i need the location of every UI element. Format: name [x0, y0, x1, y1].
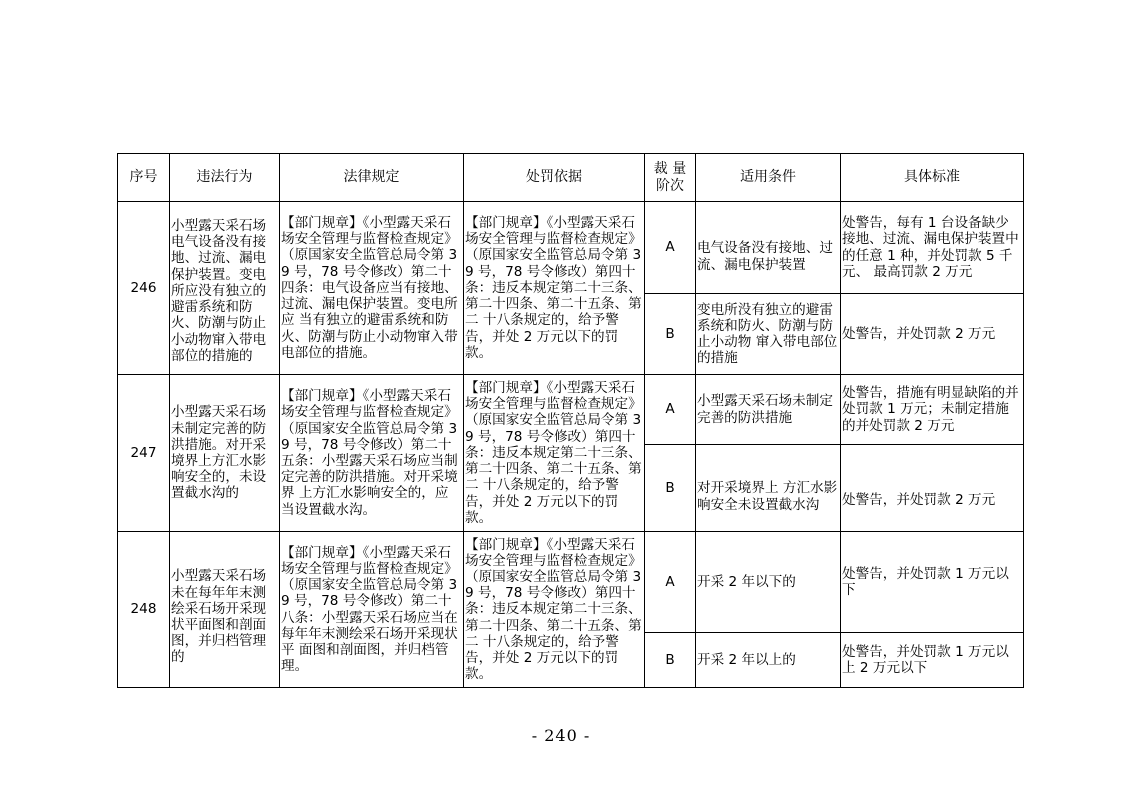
level-cell: A: [645, 375, 696, 445]
level-cell: A: [645, 202, 696, 294]
condition-cell: 对开采境界上 方汇水影响安全未设置截水沟: [696, 445, 841, 532]
standard-cell: 处警告，措施有明显缺陷的并处罚款 1 万元；未制定措施的并处罚款 2 万元: [841, 375, 1024, 445]
header-legal-provision: 法律规定: [280, 154, 464, 202]
standard-cell: 处警告，并处罚款 1 万元以上 2 万元以下: [841, 633, 1024, 688]
level-cell: B: [645, 294, 696, 375]
condition-cell: 开采 2 年以下的: [696, 532, 841, 633]
basis-cell: 【部门规章】《小型露天采石场安全管理与监督检查规定》（原国家安全监管总局令第 39 号，78 号令修改）第四十条：违反本规定第二十三条、第二十四条、第二十五条、第二 十八条规定的，给予警告，并处 2 万元以下的罚款。: [464, 532, 645, 688]
standard-cell: 处警告，并处罚款 2 万元: [841, 445, 1024, 532]
table-row: [118, 532, 1024, 633]
violation-cell: 小型露天采石场未制定完善的防洪措施。对开采境界上方汇水影响安全的，未设置截水沟的: [170, 375, 280, 532]
condition-cell: 小型露天采石场未制定完善的防洪措施: [696, 375, 841, 445]
law-cell: 【部门规章】《小型露天采石场安全管理与监督检查规定》（原国家安全监管总局令第 39 号，78 号令修改）第二十八条：小型露天采石场应当在每年年末测绘采石场开采现状平 面图和剖面图，并归档管理。: [280, 532, 464, 688]
header-discretion-level: 裁 量 阶次: [645, 154, 696, 202]
table-row: [118, 375, 1024, 445]
header-serial-number: 序号: [118, 154, 170, 202]
page-number: - 240 -: [531, 726, 591, 745]
basis-cell: 【部门规章】《小型露天采石场安全管理与监督检查规定》（原国家安全监管总局令第 39 号，78 号令修改）第四十条：违反本规定第二十三条、第二十四条、第二十五条、第二 十八条规定的，给予警告，并处 2 万元以下的罚款。: [464, 375, 645, 532]
basis-cell: 【部门规章】《小型露天采石场安全管理与监督检查规定》（原国家安全监管总局令第 39 号，78 号令修改）第四十条：违反本规定第二十三条、第二十四条、第二十五条、第二 十八条规定的，给予警告，并处 2 万元以下的罚款。: [464, 202, 645, 375]
level-cell: B: [645, 445, 696, 532]
header-violation: 违法行为: [170, 154, 280, 202]
row-number: 248: [118, 532, 170, 688]
header-specific-standard: 具体标准: [841, 154, 1024, 202]
law-cell: 【部门规章】《小型露天采石场安全管理与监督检查规定》（原国家安全监管总局令第 39 号，78 号令修改）第二十五条：小型露天采石场应当制定完善的防洪措施。对开采境界 上方汇水影响安全的，应当设置截水沟。: [280, 375, 464, 532]
penalty-standards-table: [117, 153, 1024, 688]
standard-cell: 处警告，每有 1 台设备缺少接地、过流、漏电保护装置中的任意 1 种，并处罚款 5 千元、 最高罚款 2 万元: [841, 202, 1024, 294]
table-row: [118, 202, 1024, 294]
condition-cell: 变电所没有独立的避雷系统和防火、防潮与防止小动物 窜入带电部位的措施: [696, 294, 841, 375]
level-cell: B: [645, 633, 696, 688]
row-number: 246: [118, 202, 170, 375]
condition-cell: 开采 2 年以上的: [696, 633, 841, 688]
violation-cell: 小型露天采石场电气设备没有接地、过流、漏电保护装置。变电所应没有独立的避雷系统和防火、防潮与防止小动物窜入带电部位的措施的: [170, 202, 280, 375]
table-header-row: [118, 154, 1024, 202]
header-applicable-condition: 适用条件: [696, 154, 841, 202]
law-cell: 【部门规章】《小型露天采石场安全管理与监督检查规定》（原国家安全监管总局令第 39 号，78 号令修改）第二十四条：电气设备应当有接地、过流、漏电保护装置。变电所应 当有独立的避雷系统和防火、防潮与防止小动物窜入带电部位的措施。: [280, 202, 464, 375]
level-cell: A: [645, 532, 696, 633]
standard-cell: 处警告，并处罚款 2 万元: [841, 294, 1024, 375]
violation-cell: 小型露天采石场未在每年年末测绘采石场开采现状平面图和剖面图，并归档管理的: [170, 532, 280, 688]
condition-cell: 电气设备没有接地、过流、漏电保护装置: [696, 202, 841, 294]
header-penalty-basis: 处罚依据: [464, 154, 645, 202]
standard-cell: 处警告，并处罚款 1 万元以下: [841, 532, 1024, 633]
row-number: 247: [118, 375, 170, 532]
